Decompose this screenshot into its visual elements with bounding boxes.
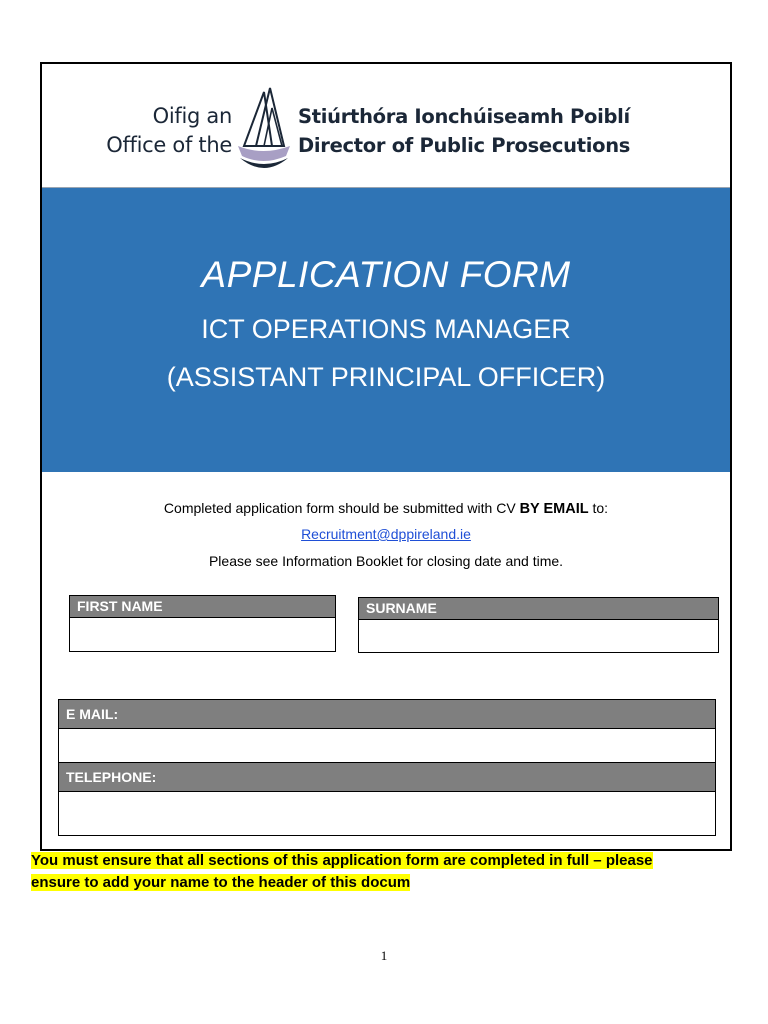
application-form-frame xyxy=(40,62,732,851)
email-input[interactable] xyxy=(59,729,715,763)
contact-details-box xyxy=(58,699,716,836)
surname-input[interactable] xyxy=(359,620,718,652)
logo-english-left: Office of the xyxy=(106,133,232,157)
email-label: E MAIL: xyxy=(59,700,715,729)
job-title: ICT OPERATIONS MANAGER xyxy=(201,314,571,344)
logo-irish-right: Stiúrthóra Ionchúiseamh Poiblí xyxy=(298,105,630,128)
form-title: APPLICATION FORM xyxy=(201,254,571,295)
instructions-text-end: to: xyxy=(592,500,609,516)
page-number: 1 xyxy=(380,948,388,963)
email-link-line xyxy=(42,526,730,542)
logo-header xyxy=(42,64,730,188)
first-name-label: FIRST NAME xyxy=(70,596,335,618)
telephone-input[interactable] xyxy=(59,792,715,835)
recruitment-email-link[interactable]: Recruitment@dppireland.ie xyxy=(301,526,471,542)
logo-left-text xyxy=(106,102,232,160)
completion-warning xyxy=(31,850,691,894)
instructions-emphasis: BY EMAIL xyxy=(519,501,589,517)
highlighted-warning-text: You must ensure that all sections of this application form are completed in full – please ensure to add your name to the header of this docum xyxy=(31,852,653,891)
closing-date-note: Please see Information Booklet for closing date and time. xyxy=(208,553,564,569)
logo-english-right: Director of Public Prosecutions xyxy=(298,134,631,157)
logo-irish-left: Oifig an xyxy=(152,104,232,128)
instructions-text: Completed application form should be submitted with CV xyxy=(163,500,516,516)
job-grade: (ASSISTANT PRINCIPAL OFFICER) xyxy=(166,362,606,392)
submission-instructions xyxy=(42,500,730,517)
surname-label: SURNAME xyxy=(359,598,718,620)
logo-right-text xyxy=(298,102,630,160)
surname-box xyxy=(358,597,719,653)
title-banner xyxy=(42,188,730,472)
first-name-input[interactable] xyxy=(70,618,335,650)
telephone-label: TELEPHONE: xyxy=(59,763,715,792)
first-name-box xyxy=(69,595,336,652)
sails-logo-icon xyxy=(234,86,292,172)
